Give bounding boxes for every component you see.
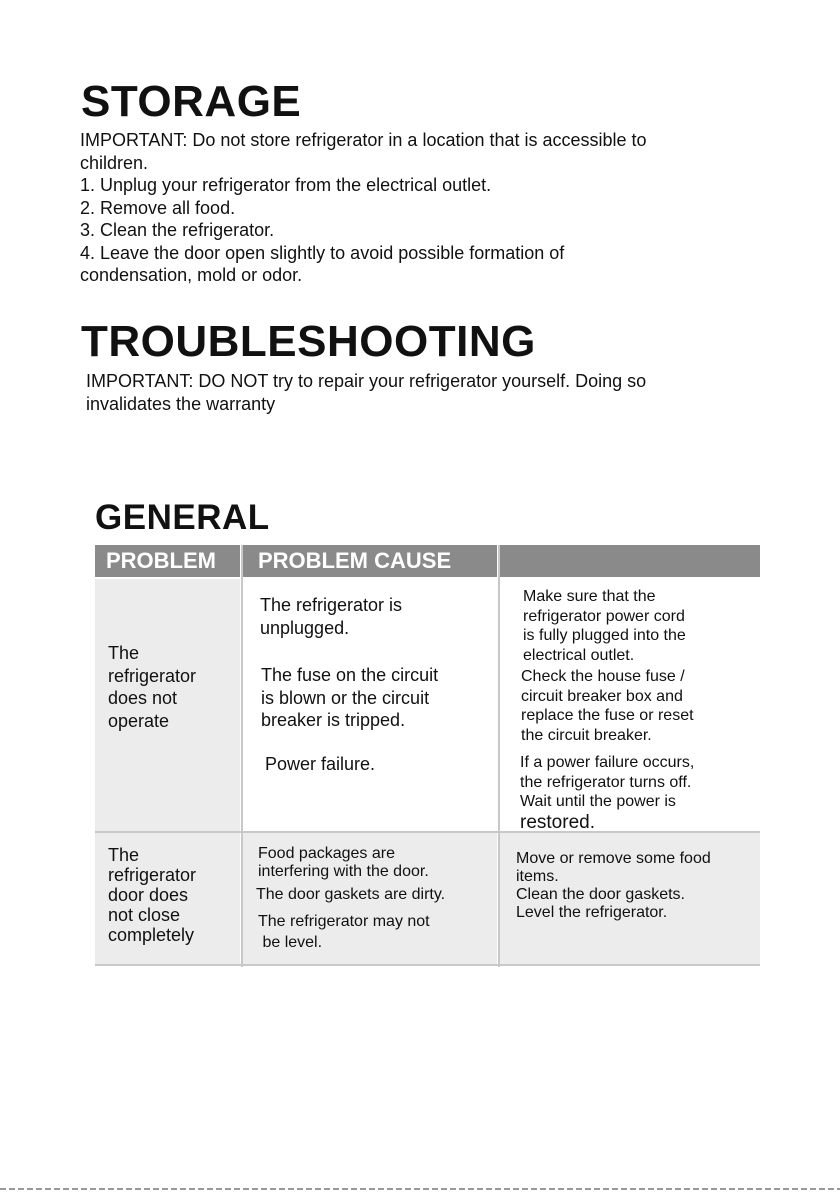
solution-line: circuit breaker box and [521,687,683,705]
solution-line: Move or remove some food [516,850,711,867]
problem-line: operate [108,710,170,731]
problem-line: not close [108,905,181,925]
problem-line: The [108,845,140,865]
header-problem-label: PROBLEM [106,548,216,573]
grid-line [95,964,760,966]
row1-solution-1 [523,587,686,665]
header-cause-label: PROBLEM CAUSE [258,548,452,573]
solution-line: the circuit breaker. [521,726,652,744]
solution-line: the refrigerator turns off. [520,773,692,791]
header-solution [500,545,760,577]
header-problem [95,545,240,577]
cause-line: Food packages are [258,845,395,862]
row2-cause-1 [258,845,429,881]
problem-line: refrigerator [108,865,197,885]
storage-line: 4. Leave the door open slightly to avoid possible formation of [80,242,565,263]
cause-line: The door gaskets are dirty. [256,886,446,903]
solution-line: Make sure that the [523,588,656,605]
troubleshooting-heading: TROUBLESHOOTING [81,317,536,366]
header-cause [243,545,497,577]
cause-line: Power failure. [265,754,376,774]
cause-line: The refrigerator is [260,595,403,615]
problem-line: completely [108,925,195,945]
solution-line: If a power failure occurs, [520,754,695,771]
storage-line: 3. Clean the refrigerator. [80,220,275,240]
storage-line: IMPORTANT: Do not store refrigerator in a location that is accessible to [80,130,647,150]
problem-line: does not [108,688,178,708]
cause-line: The refrigerator may not [258,913,430,930]
problem-line: refrigerator [108,665,197,686]
cause-line: The fuse on the circuit [261,665,439,685]
troubleshooting-line: invalidates the warranty [86,393,276,414]
row2-solution [516,850,711,922]
solution-line: Clean the door gaskets. [516,886,685,903]
solution-line: restored. [520,811,595,833]
storage-heading: STORAGE [81,77,302,126]
row1-solution-2 [521,667,694,745]
row2-cause-2 [256,885,445,905]
row2-problem [108,845,196,945]
cause-line: is blown or the circuit [261,687,430,708]
row1-solution-3 [520,753,694,834]
row1-cause-3 [265,753,375,776]
row1-cause-2 [261,664,438,732]
problem-line: door does [108,885,189,905]
storage-line: 2. Remove all food. [80,197,236,218]
cause-line: breaker is tripped. [261,710,406,730]
troubleshooting-body [86,370,646,415]
cause-line: unplugged. [260,617,350,638]
problem-line: The [108,643,140,663]
solution-line: electrical outlet. [523,646,635,664]
general-heading: GENERAL [95,498,270,537]
row1-problem [108,642,196,732]
solution-line: Level the refrigerator. [516,904,668,921]
storage-line: 1. Unplug your refrigerator from the electrical outlet. [80,175,492,195]
solution-line: Wait until the power is [520,793,676,810]
solution-line: items. [516,868,559,885]
cause-line: interfering with the door. [258,863,429,880]
grid-line [498,545,500,967]
troubleshooting-line: IMPORTANT: DO NOT try to repair your refrigerator yourself. Doing so [86,371,647,391]
row2-cause-3 [258,911,430,953]
solution-line: refrigerator power cord [523,607,685,625]
grid-line [241,545,243,967]
storage-body [80,129,647,287]
cause-line: be level. [258,934,323,951]
storage-line: condensation, mold or odor. [80,265,303,285]
row1-cause-1 [260,594,402,639]
storage-line: children. [80,152,149,173]
solution-line: Check the house fuse / [521,668,685,685]
solution-line: is fully plugged into the [523,627,686,644]
page-bottom-edge [0,1188,840,1190]
solution-line: replace the fuse or reset [521,707,694,724]
